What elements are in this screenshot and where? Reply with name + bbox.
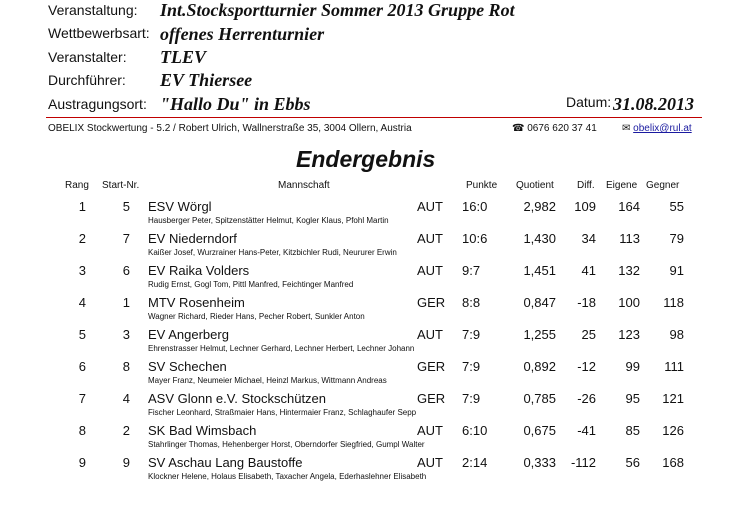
points: 16:0 [462,199,488,214]
points: 7:9 [462,391,481,406]
quotient: 0,892 [523,359,556,374]
country-code: AUT [417,455,443,470]
difference: -41 [577,423,596,438]
start-number: 4 [122,391,130,406]
country-code: AUT [417,199,443,214]
team-name: EV Angerberg [148,327,229,342]
start-number: 9 [122,455,130,470]
header-divider [46,117,702,118]
country-code: AUT [417,423,443,438]
own-score: 164 [618,199,640,214]
team-name: ESV Wörgl [148,199,212,214]
own-score: 100 [618,295,640,310]
phone-number: 0676 620 37 41 [527,123,597,134]
opponent-score: 111 [664,359,684,374]
rank: 1 [78,199,86,214]
column-header-gegner: Gegner [646,180,680,191]
points: 6:10 [462,423,488,438]
own-score: 99 [625,359,640,374]
team-name: SK Bad Wimsbach [148,423,257,438]
table-row [0,391,750,423]
team-players: Fischer Leonhard, Straßmaier Hans, Hintermaier Franz, Schlaghaufer Sepp [148,408,417,417]
team-players: Kaißer Josef, Wurzrainer Hans-Peter, Kitzbichler Rudi, Neururer Erwin [148,248,397,257]
difference: -112 [570,455,596,470]
quotient: 0,847 [523,295,556,310]
points: 8:8 [462,295,481,310]
start-number: 3 [122,327,130,342]
own-score: 85 [625,423,640,438]
label-veranstaltung: Veranstaltung: [48,2,138,18]
difference: -18 [577,295,596,310]
table-row [0,423,750,455]
value-wettbewerbsart: offenes Herrenturnier [160,24,325,44]
opponent-score: 121 [662,391,684,406]
team-players: Stahrlinger Thomas, Hehenberger Horst, Oberndorfer Siegfried, Gumpl Walter [148,440,425,449]
country-code: GER [417,391,446,406]
start-number: 7 [122,231,130,246]
envelope-icon: ✉ [622,123,631,134]
own-score: 56 [625,455,640,470]
email-link[interactable]: obelix@rul.at [633,123,692,134]
rank: 4 [78,295,86,310]
opponent-score: 126 [662,423,684,438]
value-durchfuehrer: EV Thiersee [160,70,253,90]
phone-info [512,123,597,134]
own-score: 113 [619,231,640,246]
column-header-mannschaft: Mannschaft [278,180,330,191]
difference: -26 [577,391,596,406]
team-players: Hausberger Peter, Spitzenstätter Helmut, Kogler Klaus, Pfohl Martin [148,216,389,225]
start-number: 6 [122,263,130,278]
telephone-icon: ☎ [512,123,525,134]
table-row [0,327,750,359]
quotient: 0,333 [523,455,556,470]
points: 7:9 [462,327,481,342]
start-number: 2 [122,423,130,438]
opponent-score: 168 [662,455,684,470]
team-name: SV Aschau Lang Baustoffe [148,455,303,470]
email-info[interactable] [622,123,692,134]
team-players: Ehrenstrasser Helmut, Lechner Gerhard, Lechner Herbert, Lechner Johann [148,344,415,353]
country-code: AUT [417,231,443,246]
team-players: Klockner Helene, Holaus Elisabeth, Taxacher Angela, Ederhaslehner Elisabeth [148,472,427,481]
team-name: EV Niederndorf [148,231,237,246]
label-veranstalter: Veranstalter: [48,49,127,65]
rank: 3 [78,263,86,278]
label-austragungsort: Austragungsort: [48,96,147,112]
team-name: MTV Rosenheim [148,295,245,310]
team-name: EV Raika Volders [148,263,250,278]
team-name: ASV Glonn e.V. Stockschützen [148,391,327,406]
quotient: 2,982 [523,199,556,214]
points: 2:14 [462,455,488,470]
opponent-score: 79 [669,231,684,246]
software-info: OBELIX Stockwertung - 5.2 / Robert Ulrich, Wallnerstraße 35, 3004 Ollern, Austria [48,123,412,134]
label-wettbewerbsart: Wettbewerbsart: [48,25,150,41]
own-score: 95 [625,391,640,406]
quotient: 0,675 [523,423,556,438]
quotient: 1,430 [523,231,556,246]
rank: 6 [78,359,86,374]
start-number: 8 [122,359,130,374]
page-title: Endergebnis [296,146,436,172]
value-austragungsort: "Hallo Du" in Ebbs [160,94,311,114]
team-players: Rudig Ernst, Gogl Tom, Pittl Manfred, Feichtinger Manfred [148,280,354,289]
country-code: GER [417,295,446,310]
points: 9:7 [462,263,481,278]
start-number: 5 [122,199,130,214]
difference: 109 [574,199,596,214]
quotient: 1,255 [523,327,556,342]
difference: 25 [581,327,596,342]
team-players: Wagner Richard, Rieder Hans, Pecher Robert, Sunkler Anton [148,312,365,321]
value-veranstalter: TLEV [160,47,207,67]
own-score: 132 [618,263,640,278]
table-row [0,263,750,295]
country-code: AUT [417,263,443,278]
column-header-rang: Rang [65,180,89,191]
column-header-quotient: Quotient [516,180,554,191]
rank: 2 [78,231,86,246]
difference: 34 [581,231,596,246]
table-row [0,359,750,391]
own-score: 123 [618,327,640,342]
column-header-eigene: Eigene [606,180,638,191]
table-row [0,295,750,327]
difference: 41 [581,263,596,278]
opponent-score: 118 [663,295,684,310]
opponent-score: 55 [669,199,684,214]
label-durchfuehrer: Durchführer: [48,72,126,88]
points: 10:6 [462,231,488,246]
rank: 9 [78,455,86,470]
quotient: 1,451 [523,263,556,278]
table-row [0,231,750,263]
table-row [0,199,750,231]
table-row [0,455,750,487]
start-number: 1 [122,295,130,310]
points: 7:9 [462,359,481,374]
value-datum: 31.08.2013 [613,94,694,114]
column-header-diff: Diff. [577,180,595,191]
quotient: 0,785 [523,391,556,406]
column-header-punkte: Punkte [466,180,498,191]
opponent-score: 91 [669,263,684,278]
column-header-start: Start-Nr. [102,180,140,191]
team-players: Mayer Franz, Neumeier Michael, Heinzl Markus, Wittmann Andreas [148,376,387,385]
team-name: SV Schechen [148,359,227,374]
value-veranstaltung: Int.Stocksportturnier Sommer 2013 Gruppe Rot [160,0,515,20]
country-code: AUT [417,327,443,342]
difference: -12 [577,359,596,374]
rank: 5 [78,327,86,342]
opponent-score: 98 [669,327,684,342]
rank: 8 [78,423,86,438]
label-datum: Datum: [566,94,612,110]
rank: 7 [78,391,86,406]
country-code: GER [417,359,446,374]
